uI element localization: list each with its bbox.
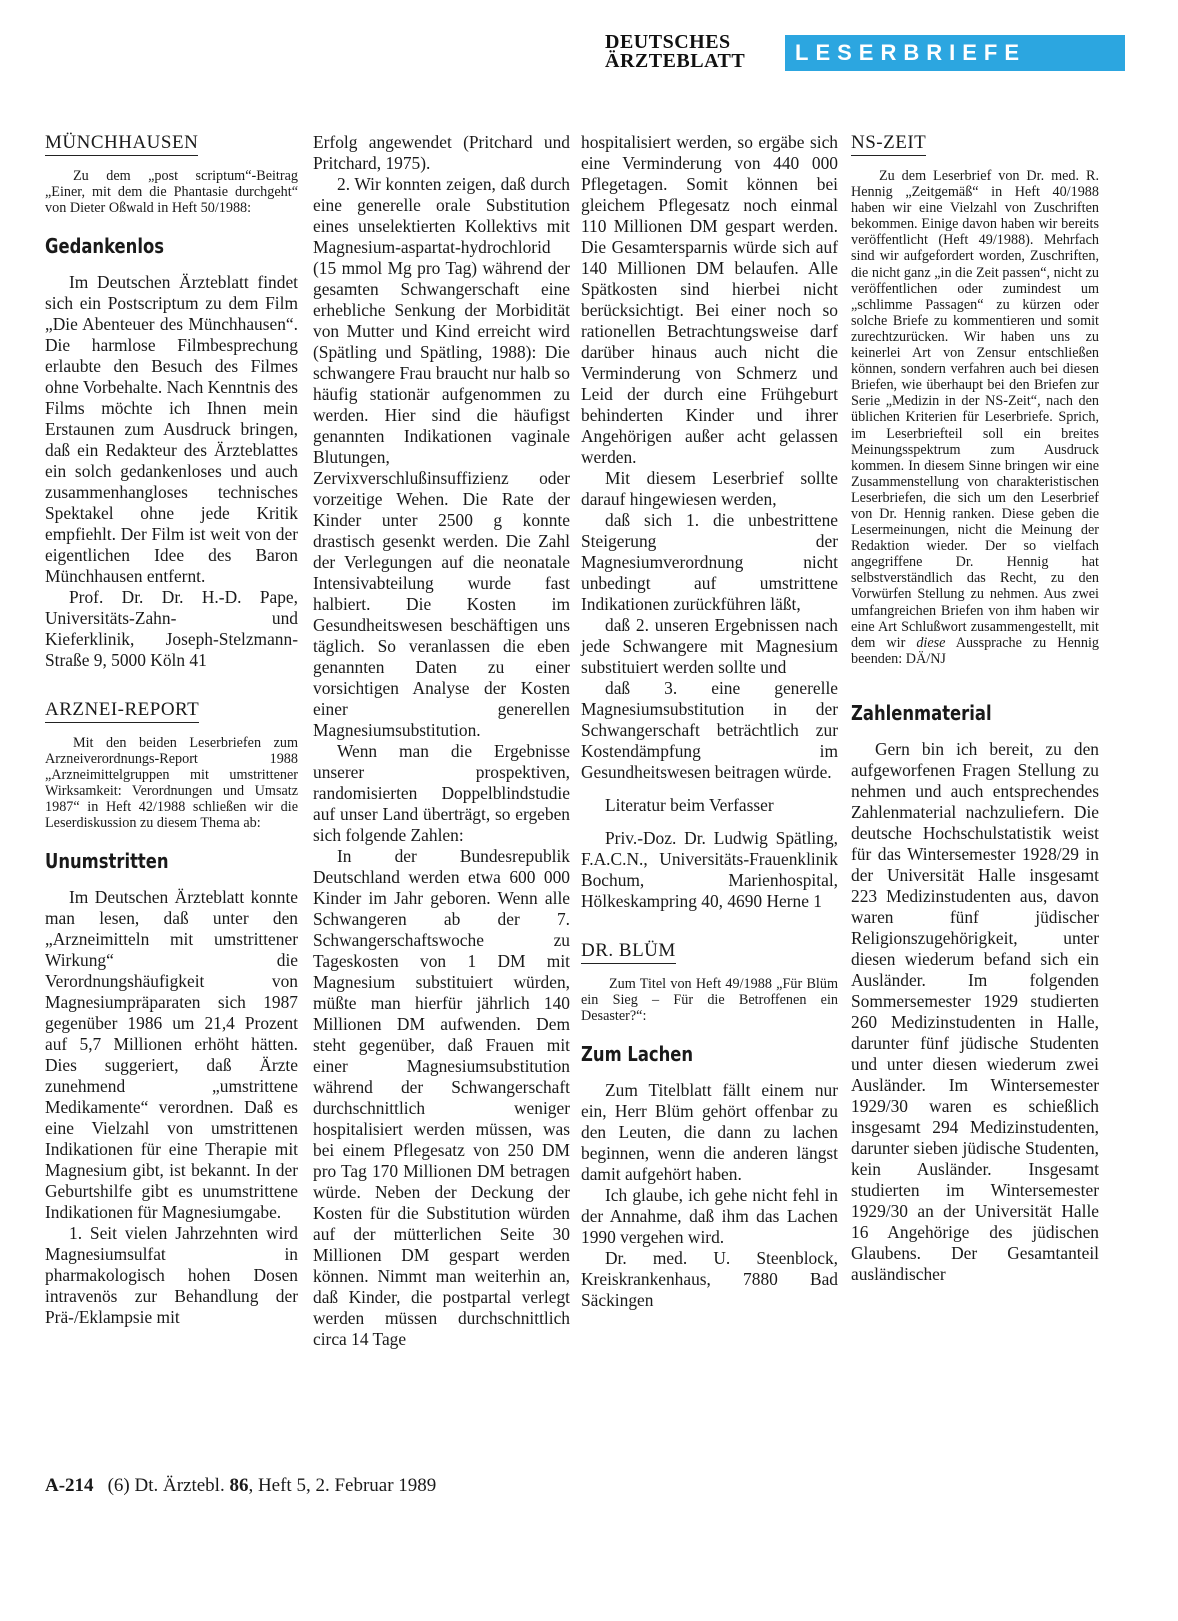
letter-signature: Priv.-Doz. Dr. Ludwig Spätling, F.A.C.N., Universitäts-Frauenklinik Bochum, Marienhospital, Hölkeskampring 40, 4690 Herne 1 (581, 828, 838, 911)
letter-body: Im Deutschen Ärzteblatt konnte man lesen, daß unter den „Arzneimitteln mit umstrittener Wirkung“ die Verordnungshäufigkeit von Magnesiumpräparaten sich 1987 gegenüber 1986 um 21,4 Prozent auf 5,7 Millionen erhöht hätten. Dies suggeriert, daß Ärzte zunehmend „umstrittene Medikamente“ verordnen. Daß es eine Vielzahl von umstrittenen Indikationen für eine Therapie mit Magnesium gibt, ist bekannt. In der Geburtshilfe gibt es unumstrittene Indikationen für Magnesiumgabe. (45, 887, 298, 1222)
column-3 (581, 132, 838, 1311)
intro-dr-bluem: Zum Titel von Heft 49/1988 „Für Blüm ein Sieg – Für die Betroffenen ein Desaster?“: (581, 976, 838, 1024)
letter-body: Erfolg angewendet (Pritchard und Pritchard, 1975). (313, 132, 570, 173)
letter-body: Mit diesem Leserbrief sollte darauf hingewiesen werden, (581, 468, 838, 509)
masthead (605, 33, 1150, 75)
spacer (851, 667, 1099, 695)
letter-body: Zum Titelblatt fällt einem nur ein, Herr Blüm gehört offenbar zu den Leuten, die dann zu lachen beginnen, wenn die anderen längst damit aufgehört haben. (581, 1080, 838, 1184)
intro-muenchhausen: Zu dem „post scriptum“-Beitrag „Einer, mit dem die Phantasie durchgeht“ von Dieter Oßwald in Heft 50/1988: (45, 168, 298, 216)
citation-volume: 86 (229, 1475, 249, 1496)
spacer (581, 816, 838, 828)
column-1 (45, 132, 298, 1328)
letter-body: 2. Wir konnten zeigen, daß durch eine generelle orale Substitution eines unselektierten Kollektivs mit Magnesium-aspartat-hydrochlorid (15 mmol Mg pro Tag) während der gesamten Schwangerschaft eine erhebliche Senkung der Morbidität von Mutter und Kind erreicht wird (Spätling und Spätling, 1988): Die schwangere Frau braucht nur halb so häufig stationär aufgenommen zu werden. Hier sind die häufigst genannten Indikationen vaginale Blutungen, Zervixverschlußinsuffizienz oder vorzeitige Wehen. Die Rate der Kinder unter 2500 g konnte drastisch gesenkt werden. Die Zahl der Verlegungen auf die neonatale Intensivabteilung wurde fast halbiert. Die Kosten im Gesundheitswesen beschäftigen uns täglich. So veranlassen die eben genannten Daten zu einer vorsichtigen Analyse der Kosten einer generellen Magnesiumsubstitution. (313, 174, 570, 740)
letter-body: Gern bin ich bereit, zu den aufgeworfenen Fragen Stellung zu nehmen und auch entsprechendes Zahlenmaterial nachzuliefern. Die deutsche Hochschulstatistik weist für das Wintersemester 1928/29 in der Universität Halle insgesamt 223 Medizinstudenten aus, davon waren fünf jüdischer Religionszugehörigkeit, unter diesen wiederum befand sich ein Ausländer. Im folgenden Sommersemester 1929 studierten 260 Medizinstudenten in Halle, darunter fünf jüdische Studenten und unter diesen wiederum zwei Ausländer. Im Wintersemester 1929/30 waren es schießlich insgesamt 294 Medizinstudenten, darunter sieben jüdische Studenten, kein Ausländer. Insgesamt studierten im Wintersemester 1929/30 an der Universität Halle 16 Angehörige des jüdischen Glaubens. Der Gesamtanteil ausländischer (851, 738, 1099, 1284)
letter-signature: Prof. Dr. Dr. H.-D. Pape, Universitäts-Zahn- und Kieferklinik, Joseph-Stelzmann-Straße 9, 5000 Köln 41 (45, 587, 298, 670)
column-2 (313, 132, 570, 1350)
letter-body: daß 2. unseren Ergebnissen nach jede Schwangere mit Magnesium substituiert werden sollte und (581, 615, 838, 677)
headline-unumstritten: Unumstritten (45, 849, 169, 873)
logo-line-2: ÄRZTEBLATT (605, 50, 746, 72)
rubric-arznei-report: ARZNEI-REPORT (45, 699, 199, 723)
rubric-muenchhausen: MÜNCHHAUSEN (45, 132, 198, 156)
intro-arznei-report: Mit den beiden Leserbriefen zum Arzneiverordnungs-Report 1988 „Arzneimittelgruppen mit umstrittener Wirksamkeit: Verordnungen und Umsatz 1987“ in Heft 42/1988 schließen wir die Leserdiskussion zu diesem Thema ab: (45, 735, 298, 831)
page-number: A-214 (45, 1475, 94, 1496)
letter-body: daß 3. eine generelle Magnesiumsubstitution in der Schwangerschaft beträchtlich zur Kostendämpfung im Gesundheitswesen beitragen würde. (581, 678, 838, 782)
letter-body: Im Deutschen Ärzteblatt findet sich ein Postscriptum zu dem Film „Die Abenteuer des Münchhausen“. Die harmlose Filmbesprechung erlaubte den Besuch des Filmes ohne Vorbehalte. Nach Kenntnis des Films möchte ich Ihnen mein Erstaunen zum Ausdruck bringen, daß ein Redakteur des Ärzteblattes ein solch gedankenloses und auch zusammenhangloses technisches Spektakel ohne jede Kritik empfiehlt. Der Film ist weit von der eigentlichen Idee des Baron Münchhausen entfernt. (45, 272, 298, 586)
editorial-note-end: Aussprache zu Hennig beenden: DÄ/NJ (851, 634, 1100, 667)
letter-body: Wenn man die Ergebnisse unserer prospektiven, randomisierten Doppelblindstudie auf unser Land überträgt, so ergeben sich folgende Zahlen: (313, 741, 570, 845)
headline-zum-lachen: Zum Lachen (581, 1042, 694, 1066)
citation-issue: , Heft 5, 2. Februar 1989 (248, 1475, 437, 1496)
rubric-dr-bluem: DR. BLÜM (581, 940, 676, 964)
section-banner: LESERBRIEFE (785, 35, 1125, 71)
letter-body: daß sich 1. die unbestrittene Steigerung der Magnesiumverordnung nicht unbedingt auf umstrittene Indikationen zurückführen läßt, (581, 510, 838, 614)
literature-note: Literatur beim Verfasser (605, 795, 774, 815)
letter-body: hospitalisiert werden, so ergäbe sich eine Verminderung von 440 000 Pflegetagen. Somit können bei gleichem Pflegesatz noch einmal 110 Millionen DM gespart werden. Die Gesamtersparnis würde sich auf 140 Millionen DM belaufen. Alle Spätkosten sind hierbei nicht berücksichtigt. Bei einer noch so rationellen Betrachtungsweise darf darüber hinaus auch nicht die Verminderung von Schmerz und Leid der durch eine Frühgeburt behinderten Kinder und ihrer Angehörigen außer acht gelassen werden. (581, 132, 838, 467)
rubric-ns-zeit: NS-ZEIT (851, 132, 926, 156)
letter-body: 1. Seit vielen Jahrzehnten wird Magnesiumsulfat in pharmakologisch hohen Dosen intravenös zur Behandlung der Prä-/Eklampsie mit (45, 1223, 298, 1327)
editorial-note (851, 168, 1099, 667)
column-4 (851, 132, 1099, 1285)
editorial-note-italic: diese (916, 634, 946, 651)
citation-journal: (6) Dt. Ärztebl. (107, 1475, 225, 1496)
letter-signature: Dr. med. U. Steenblock, Kreiskrankenhaus, 7880 Bad Säckingen (581, 1248, 838, 1310)
spacer (581, 783, 838, 795)
logo-line-1: DEUTSCHES (605, 31, 731, 53)
spacer (45, 671, 298, 699)
letter-body: In der Bundesrepublik Deutschland werden etwa 600 000 Kinder im Jahr geboren. Wenn alle Schwangeren ab der 7. Schwangerschaftswoche zu Tageskosten von 1 DM mit Magnesium substituiert würden, müßte man hierfür jährlich 140 Millionen DM aufwenden. Dem steht gegenüber, daß Frauen mit einer Magnesiumsubstitution während der Schwangerschaft durchschnittlich weniger hospitalisiert werden müssen, was bei einem Pflegesatz von 250 DM pro Tag 170 Millionen DM betragen würde. Neben der Deckung der Kosten für die Substitution würden auf der mütterlichen Seite 30 Millionen DM gespart werden können. Nimmt man weiterhin an, daß Kinder, die postpartal verlegt werden müssen durchschnittlich circa 14 Tage (313, 846, 570, 1349)
journal-logo (605, 33, 745, 71)
headline-gedankenlos: Gedankenlos (45, 234, 164, 258)
editorial-note-text: Zu dem Leserbrief von Dr. med. R. Hennig „Zeitgemäß“ in Heft 40/1988 haben wir eine Vielzahl von Zuschriften bekommen. Einige davon haben wir bereits veröffentlicht (Heft 49/1988). Mehrfach sind wir aufgefordert worden, Zuschriften, die nicht ganz „in die Zeit passen“, nicht zu veröffentlichen oder zumindest um „schlimme Passagen“ zu kürzen oder solche Briefe zu kommentieren und somit zurechtzurücken. Wir haben uns zu keinerlei Art von Zensur entschließen können, sondern verfahren auch bei diesen Briefen, wie überhaupt bei den Briefen zur Serie „Medizin in der NS-Zeit“, nach den üblichen Kriterien für Leserbriefe. Sprich, im Leserbriefteil soll ein breites Meinungsspektrum zum Ausdruck kommen. In diesem Sinne bringen wir eine Zusammenstellung von charakteristischen Leserbriefen, die sich um den Leserbrief von Dr. Hennig ranken. Diese geben die Lesermeinungen, nicht die Meinung der Redaktion wieder. Der so vielfach angegriffene Dr. Hennig hat selbstverständlich das Recht, zu den Vorwürfen Stellung zu nehmen. Aus zwei umfangreichen Briefen von ihm haben wir eine Art Schlußwort zusammengestellt, mit dem wir (851, 168, 1099, 651)
letter-body: Ich glaube, ich gehe nicht fehl in der Annahme, daß ihm das Lachen 1990 vergehen wird. (581, 1185, 838, 1247)
headline-zahlenmaterial: Zahlenmaterial (851, 700, 992, 725)
page-footer (45, 1475, 436, 1497)
spacer (581, 912, 838, 940)
